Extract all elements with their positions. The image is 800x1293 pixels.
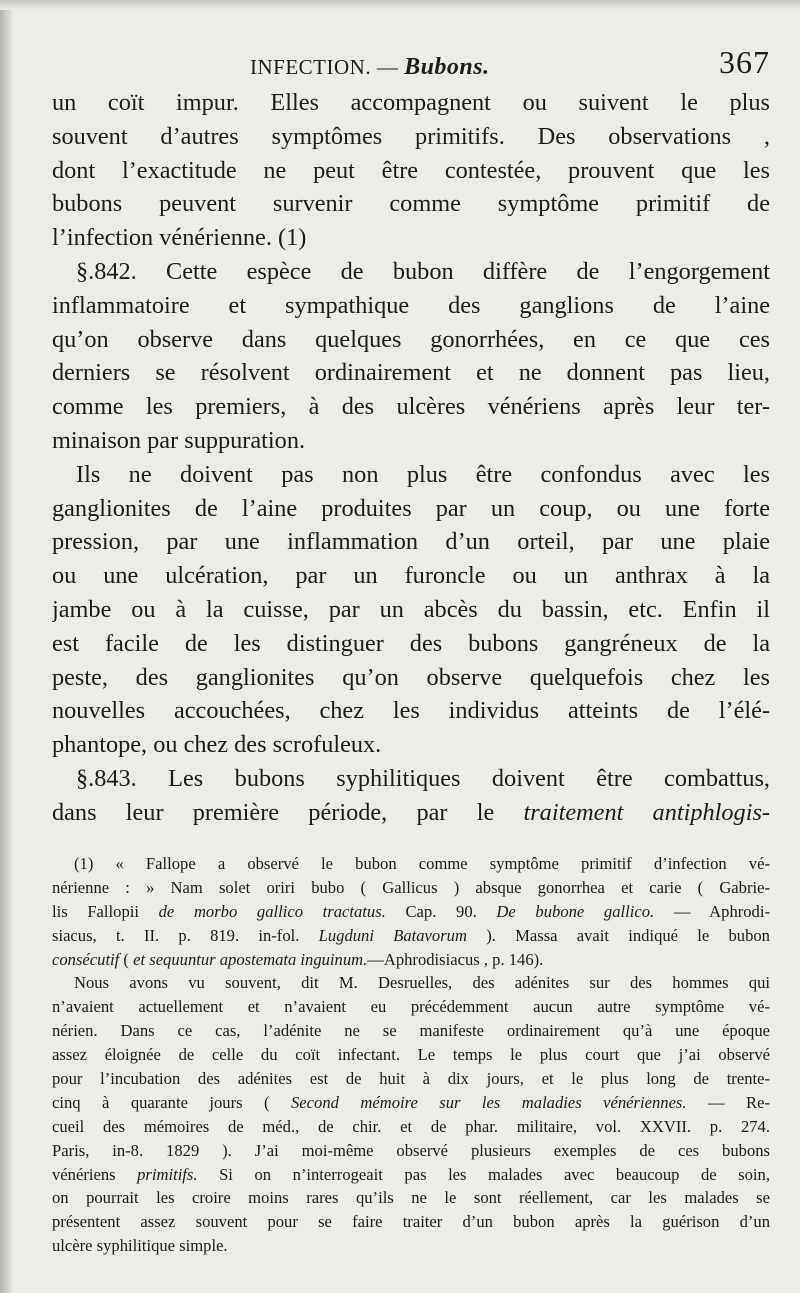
note-line: Paris, in-8. 1829 ). J’ai moi-même observé plusieurs exemples de ces bubons <box>52 1140 770 1160</box>
paragraph-843 <box>52 762 770 830</box>
page-header <box>52 40 770 88</box>
text-line: §.842. Cette espèce de bubon diffère de l’engorgement <box>76 257 770 285</box>
running-head <box>250 54 490 81</box>
note-line <box>52 948 770 972</box>
text-line: ou une ulcération, par un furoncle ou un anthrax à la <box>52 562 770 590</box>
note-line: assez éloignée de celle du coït infectant. Le temps le plus court que j’ai observé <box>52 1045 770 1065</box>
text-line: jambe ou à la cuisse, par un abcès du bassin, etc. Enfin il <box>52 595 770 623</box>
paragraph-842 <box>52 255 770 458</box>
text-run: — Aphrodi- <box>654 901 770 921</box>
note-line: pour l’incubation des adénites est de huit à dix jours, et le plus long de trente- <box>52 1069 770 1089</box>
text-run: — Re- <box>686 1092 770 1112</box>
emphasis-traitement: traitement antiphlogis- <box>523 798 770 826</box>
text-run: ( <box>119 949 134 969</box>
paragraph-3 <box>52 458 770 762</box>
text-line: comme les premiers, à des ulcères vénériens après leur ter- <box>52 393 770 421</box>
note-line: ulcère syphilitique simple. <box>52 1236 228 1256</box>
book-title: de morbo gallico tractatus. <box>158 901 386 921</box>
text-line: souvent d’autres symptômes primitifs. Des observations , <box>52 122 770 150</box>
text-run: siacus, t. II. p. 819. in-fol. <box>52 925 319 945</box>
memoir-title: Second mémoire sur les maladies vénériennes. <box>291 1092 687 1112</box>
text-line: minaison par suppuration. <box>52 426 306 454</box>
text-run: lis Fallopii <box>52 901 159 921</box>
note-line: nérien. Dans ce cas, l’adénite ne se manifeste ordinairement qu’à une époque <box>52 1021 770 1041</box>
note-line: n’avaient actuellement et n’avaient eu précédemment aucun autre symptôme vé- <box>52 997 770 1017</box>
note-line <box>52 1163 770 1187</box>
note-line <box>52 900 770 924</box>
note-line: présentent assez souvent pour se faire traiter d’un bubon après la guérison d’un <box>52 1212 770 1232</box>
text-line: §.843. Les bubons syphilitiques doivent être combattus, <box>76 764 770 792</box>
text-run: vénériens <box>52 1164 138 1184</box>
text-run: —Aphrodisiacus , p. 146). <box>367 949 544 969</box>
footnote-1 <box>52 852 770 971</box>
chapter-title: De bubone gallico. <box>496 901 655 921</box>
footnotes <box>52 852 770 1258</box>
note-line: nérienne : » Nam solet oriri bubo ( Gallicus ) absque gonorrhea et carie ( Gabrie- <box>52 877 770 897</box>
emphasis-primitifs: primitifs. <box>137 1164 198 1184</box>
text-line: derniers se résolvent ordinairement et ne donnent pas lieu, <box>52 359 770 387</box>
page-shadow-top <box>0 0 800 10</box>
text-line: l’infection vénérienne. (1) <box>52 224 307 252</box>
page-number: 367 <box>719 44 770 80</box>
text-line: bubons peuvent survenir comme symptôme primitif de <box>52 190 770 218</box>
text-line: est facile de les distinguer des bubons gangréneux de la <box>52 629 770 657</box>
note-line <box>52 1091 770 1115</box>
text-line: ganglionites de l’aine produites par un coup, ou une forte <box>52 494 770 522</box>
text-line: pression, par une inflammation d’un orteil, par une plaie <box>52 528 770 556</box>
text-line: un coït impur. Elles accompagnent ou suivent le plus <box>52 89 770 116</box>
note-line: on pourrait les croire moins rares qu’ils ne le sont réellement, car les malades se <box>52 1188 770 1208</box>
text-line: dont l’exactitude ne peut être contestée, prouvent que les <box>52 156 770 184</box>
text-line: Ils ne doivent pas non plus être confondus avec les <box>76 460 770 488</box>
text-line: qu’on observe dans quelques gonorrhées, en ce que ces <box>52 325 770 353</box>
note-line: (1) « Fallope a observé le bubon comme symptôme primitif d’infection vé- <box>74 854 770 873</box>
running-head-section: INFECTION. — <box>250 55 405 79</box>
running-head-topic: Bubons. <box>404 54 490 80</box>
text-run: Cap. 90. <box>385 901 497 921</box>
text-line: inflammatoire et sympathique des ganglions de l’aine <box>52 291 770 319</box>
text-run: ). Massa avait indiqué le bubon <box>466 925 770 945</box>
text-line: nouvelles accouchées, chez les individus atteints de l’élé- <box>52 697 770 725</box>
text-run: cinq à quarante jours ( <box>52 1092 291 1112</box>
latin-quote: et sequuntur apostemata inguinum. <box>133 949 368 969</box>
text-run: dans leur première période, par le <box>52 798 524 826</box>
main-text <box>52 86 770 830</box>
emphasis-consecutif: consécutif <box>52 949 120 969</box>
place-name: Lugduni Batavorum <box>318 925 467 945</box>
text-run: Si on n’interrogeait pas les malades avec beaucoup de soin, <box>197 1164 770 1184</box>
page-shadow-left <box>0 0 14 1293</box>
footnote-2 <box>52 971 770 1258</box>
note-line: Nous avons vu souvent, dit M. Desruelles, des adénites sur des hommes qui <box>74 973 770 993</box>
text-line <box>52 796 770 830</box>
note-line: cueil des mémoires de méd., de chir. et de phar. militaire, vol. XXVII. p. 274. <box>52 1116 770 1136</box>
text-line: peste, des ganglionites qu’on observe quelquefois chez les <box>52 663 770 691</box>
text-line: phantope, ou chez des scrofuleux. <box>52 731 382 759</box>
paragraph-1 <box>52 86 770 255</box>
note-line <box>52 924 770 948</box>
